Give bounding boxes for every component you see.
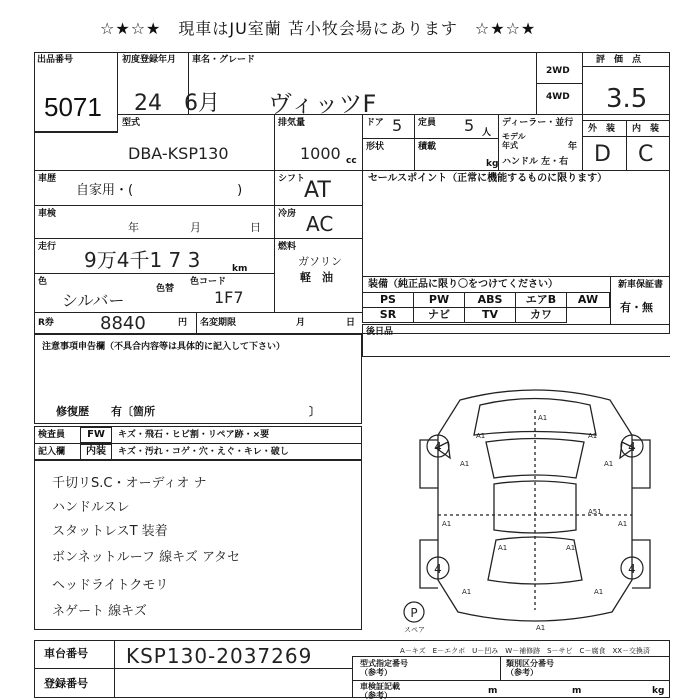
usage-label: 車歴 xyxy=(38,174,57,184)
reg-label: 初度登録年月 xyxy=(122,55,177,65)
color-code-value: 1F7 xyxy=(214,288,244,307)
exterior-value: D xyxy=(594,142,611,167)
cert-kg-unit: kg xyxy=(652,686,665,696)
displacement-value: 1000 xyxy=(300,144,341,163)
note-line: スタットレスT 装着 xyxy=(52,524,168,539)
interior-head: 内 装 xyxy=(632,124,660,134)
tire-fr: 4 xyxy=(628,440,636,454)
2wd-label: 2WD xyxy=(546,66,570,76)
equip-pw: PW xyxy=(413,292,465,308)
inspection-label: 車検 xyxy=(38,209,57,219)
damage-legend: A－キズ E－エクボ U－凹み W－補修跡 S－サビ C－腐食 XX－交換済 xyxy=(400,647,651,655)
recycle-unit: 円 xyxy=(178,318,188,328)
name-change-month: 月 xyxy=(296,318,306,328)
fuel-gasoline: ガソリン xyxy=(298,255,342,268)
warranty-label: 新車保証書 xyxy=(618,280,664,290)
equip-abs: ABS xyxy=(464,292,516,308)
damage-mark: A1 xyxy=(618,520,628,528)
interior-value: C xyxy=(638,142,654,167)
capacity-value: 5 xyxy=(464,116,475,135)
notes-label: 注意事項申告欄（不具合内容等は具体的に記入して下さい） xyxy=(42,342,286,352)
color-label: 色 xyxy=(38,277,48,287)
tire-rl: 4 xyxy=(434,562,442,576)
model-label: 型式 xyxy=(122,118,141,128)
fw-text: キズ・飛石・ヒビ割・リペア跡・×要 xyxy=(118,430,270,440)
shift-label: シフト xyxy=(278,174,306,184)
cert-m-unit-2: m xyxy=(572,686,582,696)
damage-mark: A1 xyxy=(462,588,472,596)
fw-tag: FW xyxy=(80,427,112,443)
damage-mark: A1 xyxy=(566,544,576,552)
reg-value: 24 6月 xyxy=(134,91,220,116)
equip-airbag: エアB xyxy=(515,292,567,308)
spare-tire: P xyxy=(410,606,418,620)
damage-mark: A1 xyxy=(588,432,598,440)
color-value: シルバー xyxy=(62,291,125,310)
color-change-label: 色替 xyxy=(156,284,175,294)
type-designation-label: 型式指定番号 （参考） xyxy=(360,659,408,677)
fuel-label: 燃料 xyxy=(278,242,297,252)
mileage-unit: km xyxy=(232,264,248,274)
tire-rr: 4 xyxy=(628,562,636,576)
capacity-label: 定員 xyxy=(418,118,437,128)
handle-label: ハンドル 左・右 xyxy=(502,157,569,167)
inspection-month: 月 xyxy=(190,221,201,234)
car-name-value: ヴィッツF xyxy=(268,90,377,118)
damage-mark: A1 xyxy=(604,460,614,468)
note-line: ボンネットルーフ 線キズ アタセ xyxy=(52,550,241,565)
equip-navi: ナビ xyxy=(413,307,465,323)
4wd-label: 4WD xyxy=(546,92,570,102)
damage-mark: A51 xyxy=(588,508,602,516)
cert-m-unit: m xyxy=(488,686,498,696)
dealer-label: ディーラー・並行 xyxy=(502,118,574,128)
tire-fl: 4 xyxy=(434,440,442,454)
damage-mark: A1 xyxy=(498,544,508,552)
equip-leather: カワ xyxy=(515,307,567,323)
note-line: ヘッドライトクモリ xyxy=(52,578,169,593)
shift-value: AT xyxy=(304,178,331,203)
lot-label: 出品番号 xyxy=(37,55,74,65)
mileage-value: 9万4千1 7 3 xyxy=(84,248,201,272)
damage-mark: A1 xyxy=(476,432,486,440)
rear-seat-label: 後日品 xyxy=(366,327,394,337)
recycle-value: 8840 xyxy=(100,313,146,334)
inspector-label-2: 記入欄 xyxy=(38,447,66,457)
note-line: ハンドルスレ xyxy=(52,500,130,515)
note-line: 千切リS.C・オーディオ ナ xyxy=(52,476,207,491)
usage-value: 自家用・( ) xyxy=(76,183,243,198)
inspection-year: 年 xyxy=(128,221,139,234)
name-change-day: 日 xyxy=(346,318,356,328)
capacity-unit: 人 xyxy=(482,128,492,138)
aircon-value: AC xyxy=(306,212,334,236)
damage-mark: A1 xyxy=(536,624,546,632)
interior-text: キズ・汚れ・コゲ・穴・えぐ・キレ・破し xyxy=(118,447,289,457)
spare-label: スペア xyxy=(404,626,425,634)
lot-number: 5071 xyxy=(44,92,102,122)
exterior-head: 外 装 xyxy=(588,124,616,134)
load-unit: kg xyxy=(486,159,499,169)
car-name-label: 車名・グレード xyxy=(192,55,256,65)
score-label: 評 価 点 xyxy=(596,55,642,65)
load-label: 積載 xyxy=(418,142,437,152)
repair-history: 修復歴 有〔箇所 〕 xyxy=(56,405,320,418)
equip-aw: AW xyxy=(566,292,610,308)
plate-label: 登録番号 xyxy=(44,677,88,690)
aircon-label: 冷房 xyxy=(278,209,297,219)
page-title: ☆★☆★ 現車はJU室蘭 苫小牧会場にあります ☆★☆★ xyxy=(100,19,537,38)
equip-ps: PS xyxy=(362,292,414,308)
model-year-label: モデル 年式 xyxy=(502,132,526,150)
interior-tag: 内装 xyxy=(80,444,112,460)
damage-mark: A1 xyxy=(594,588,604,596)
cert-label: 車検証記載 （参考） xyxy=(360,682,400,700)
equip-sr: SR xyxy=(362,307,414,323)
equip-tv: TV xyxy=(464,307,516,323)
class-designation-label: 類別区分番号 （参考） xyxy=(506,659,554,677)
color-code-label: 色コード xyxy=(190,277,227,287)
shape-label: 形状 xyxy=(366,142,385,152)
chassis-value: KSP130-2037269 xyxy=(126,644,313,668)
sales-points-label: セールスポイント（正常に機能するものに限ります） xyxy=(368,173,608,184)
inspector-label: 検査員 xyxy=(38,430,66,440)
chassis-label: 車台番号 xyxy=(44,647,88,660)
fuel-light-oil: 軽 油 xyxy=(300,271,333,284)
doors-label: ドア xyxy=(366,118,384,128)
model-value: DBA-KSP130 xyxy=(128,144,229,163)
equipment-label: 装備（純正品に限り〇をつけてください） xyxy=(368,279,558,290)
mileage-label: 走行 xyxy=(38,242,57,252)
car-damage-diagram xyxy=(400,380,670,640)
damage-mark: A1 xyxy=(538,414,548,422)
year-unit: 年 xyxy=(568,142,578,152)
doors-value: 5 xyxy=(392,116,403,135)
damage-mark: A1 xyxy=(442,520,452,528)
score-value: 3.5 xyxy=(606,84,648,114)
name-change-label: 名変期限 xyxy=(200,318,237,328)
displacement-unit: cc xyxy=(346,156,357,166)
note-line: ネゲート 線キズ xyxy=(52,604,147,619)
warranty-value: 有・無 xyxy=(620,301,653,314)
inspection-day: 日 xyxy=(250,221,261,234)
damage-mark: A1 xyxy=(460,460,470,468)
recycle-label: R券 xyxy=(38,318,54,328)
displacement-label: 排気量 xyxy=(278,118,306,128)
